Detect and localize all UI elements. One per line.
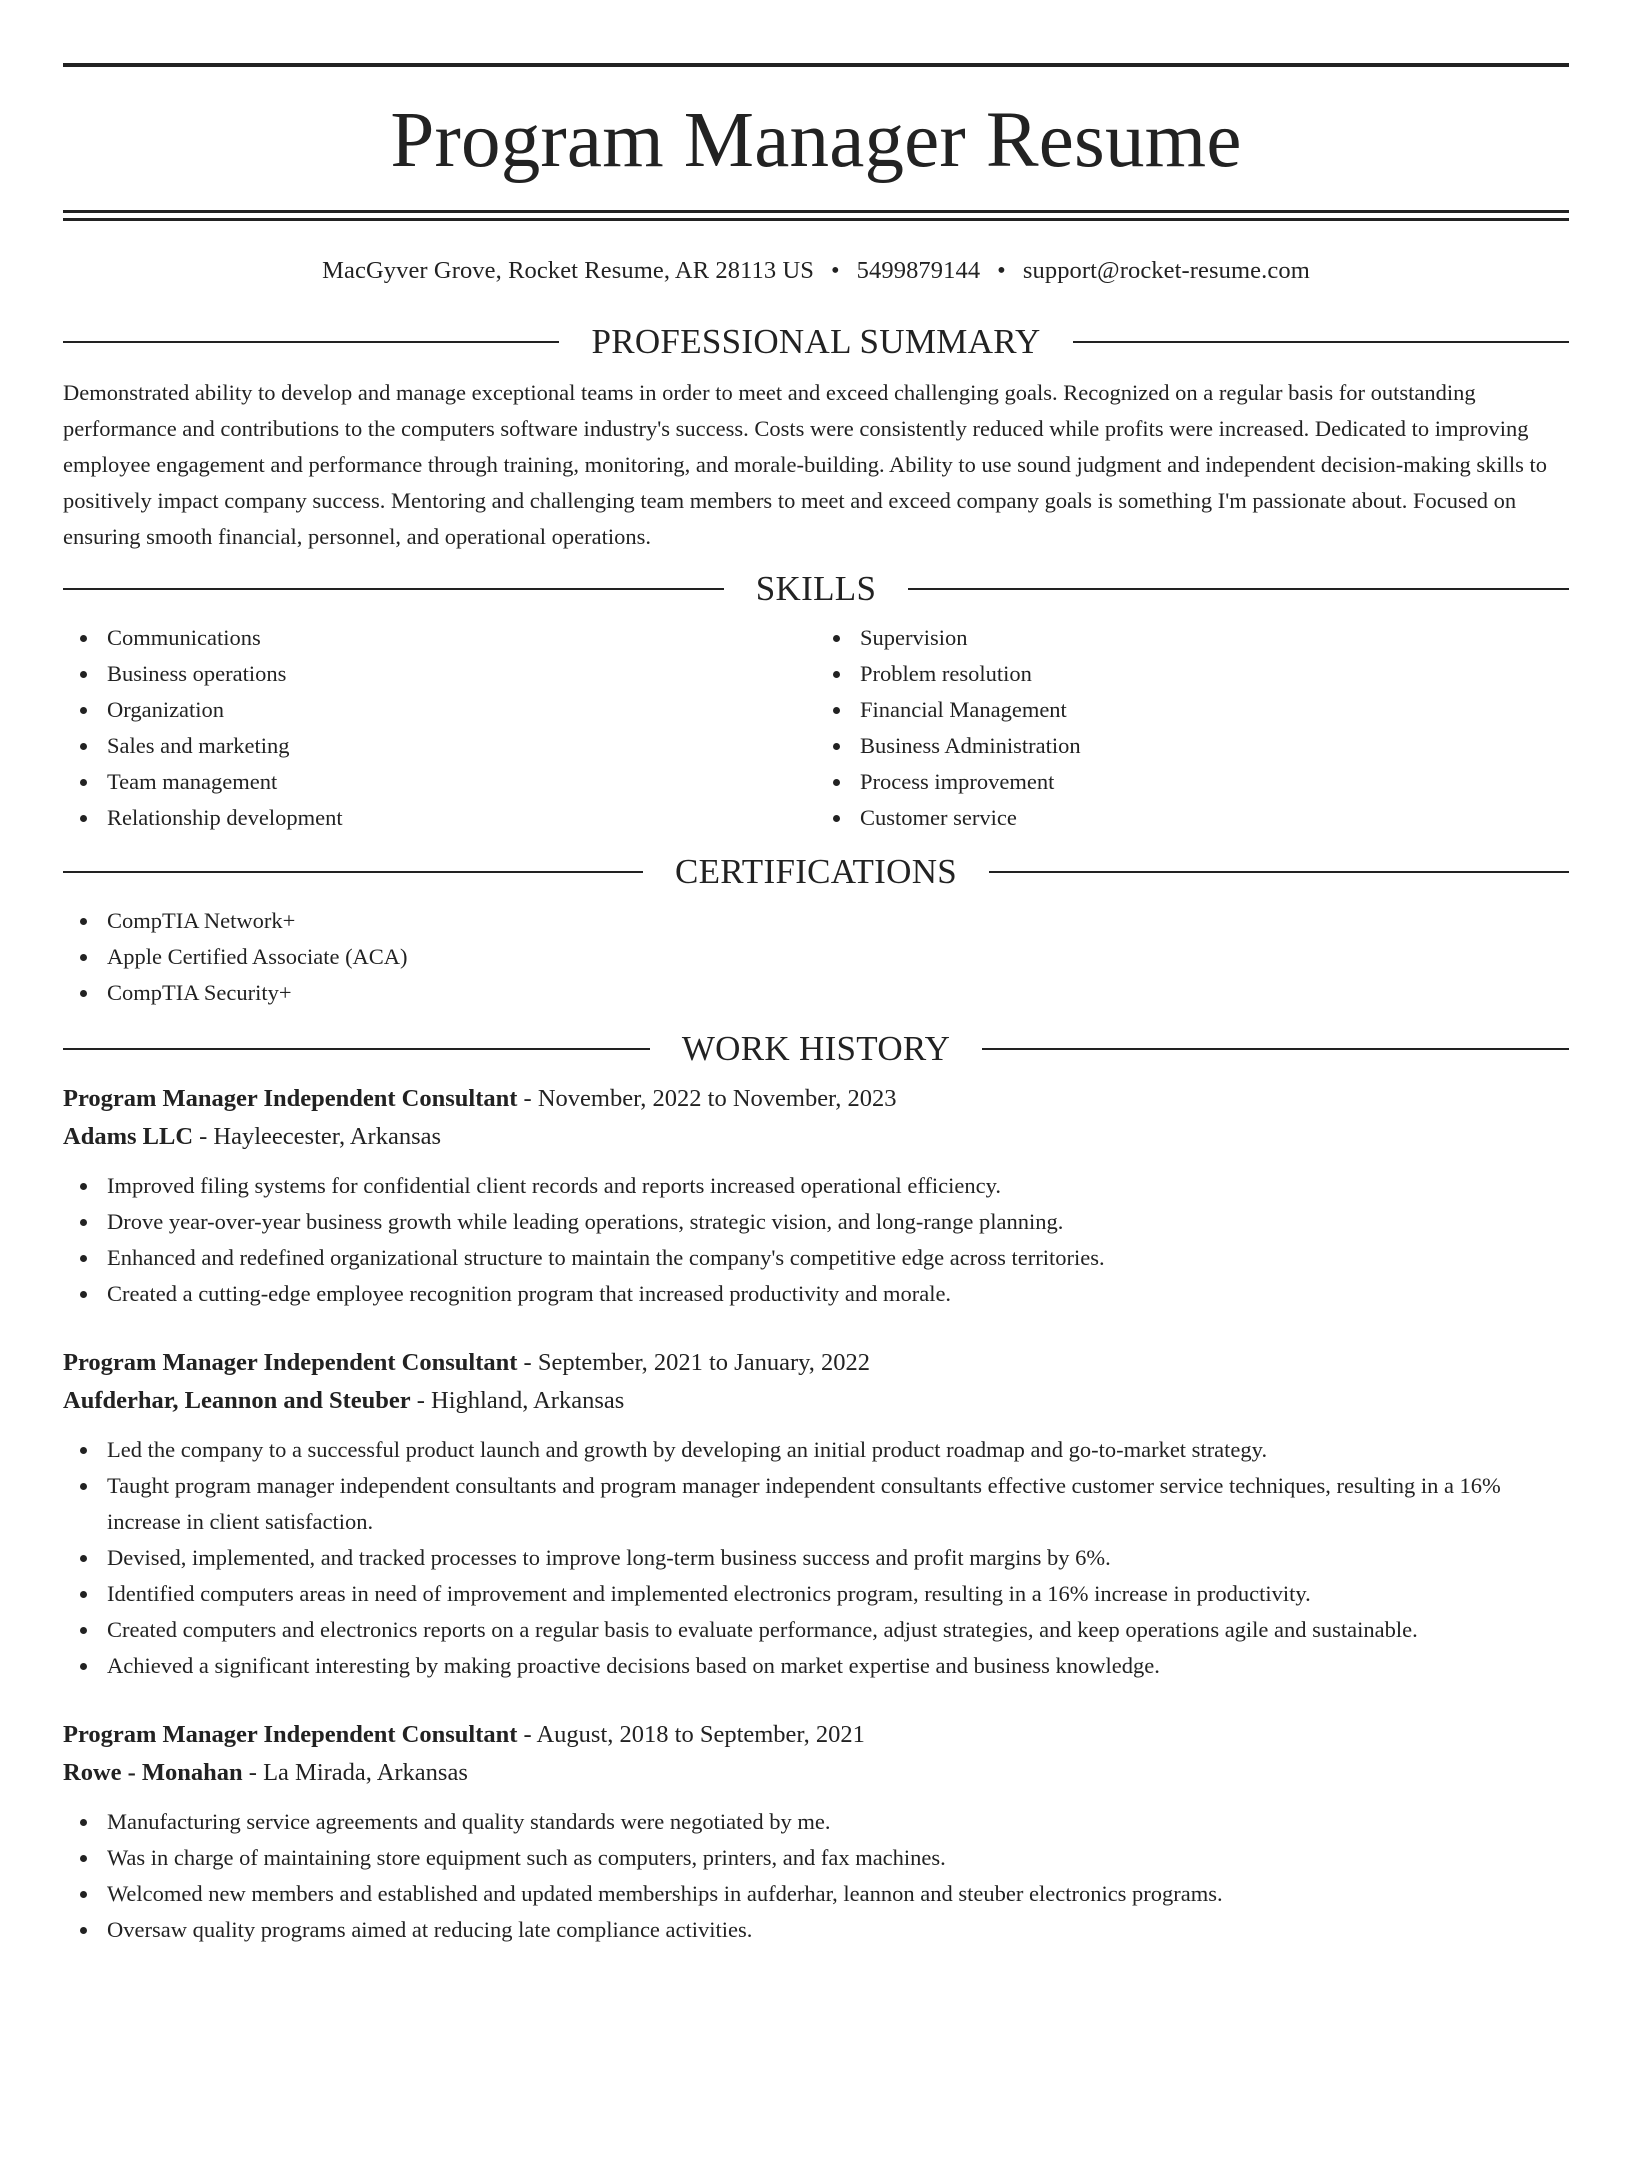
summary-heading: PROFESSIONAL SUMMARY [591,322,1041,361]
skills-columns [63,620,1569,836]
resume-page [0,63,1632,2175]
skills-list-right [816,620,1569,836]
job-bullet: Created computers and electronics reports on a regular basis to evaluate performance, adjust strategies, and keep operations agile and sustainable. [63,1612,1569,1648]
heading-rule-right [908,588,1569,590]
skill-item: Business Administration [816,728,1569,764]
job-bullet: Was in charge of maintaining store equipment such as computers, printers, and fax machines. [63,1840,1569,1876]
heading-rule-right [989,871,1569,873]
skills-heading: SKILLS [755,569,877,608]
skill-item: Process improvement [816,764,1569,800]
job-bullet: Achieved a significant interesting by making proactive decisions based on market expertise and business knowledge. [63,1648,1569,1684]
skill-item: Customer service [816,800,1569,836]
heading-rule-left [63,871,643,873]
skill-item: Communications [63,620,816,656]
job-bullet: Manufacturing service agreements and quality standards were negotiated by me. [63,1804,1569,1840]
job-bullet: Oversaw quality programs aimed at reducing late compliance activities. [63,1912,1569,1948]
job-location: - La Mirada, Arkansas [242,1759,468,1786]
work-history-heading: WORK HISTORY [681,1029,951,1068]
contact-address: MacGyver Grove, Rocket Resume, AR 28113 US [322,257,814,284]
job-dates: - September, 2021 to January, 2022 [517,1349,871,1376]
job-bullet: Identified computers areas in need of improvement and implemented electronics program, resulting in a 16% increase in productivity. [63,1576,1569,1612]
certification-item: Apple Certified Associate (ACA) [63,939,1569,975]
job-dates: - August, 2018 to September, 2021 [517,1721,865,1748]
job-bullet-list [63,1804,1569,1948]
job-bullet-list [63,1432,1569,1684]
skill-item: Sales and marketing [63,728,816,764]
skills-section-heading [63,571,1569,606]
job-company-line [63,1754,1569,1792]
job-dates: - November, 2022 to November, 2023 [517,1085,897,1112]
job-role: Program Manager Independent Consultant [63,1721,518,1748]
heading-rule-left [63,1048,650,1050]
contact-line [63,257,1569,285]
contact-separator: • [830,257,840,284]
job-title-line [63,1344,1569,1382]
skill-item: Team management [63,764,816,800]
skill-item: Problem resolution [816,656,1569,692]
job-bullet-list [63,1168,1569,1312]
certifications-list [63,903,1569,1011]
contact-email: support@rocket-resume.com [1022,257,1310,284]
certification-item: CompTIA Security+ [63,975,1569,1011]
title-double-rule [63,210,1569,221]
job-role: Program Manager Independent Consultant [63,1085,518,1112]
job-role: Program Manager Independent Consultant [63,1349,518,1376]
summary-text: Demonstrated ability to develop and manage exceptional teams in order to meet and exceed challenging goals. Recognized on a regular basis for outstanding performance and contributions to the computers software industry's success. Costs were consistently reduced while profits were increased. Dedicated to improving employee engagement and performance through training, monitoring, and morale-building. Ability to use sound judgment and independent decision-making skills to positively impact company success. Mentoring and challenging team members to meet and exceed company goals is something I'm passionate about. Focused on ensuring smooth financial, personnel, and operational operations. [63,380,1548,549]
skills-list-left [63,620,816,836]
summary-section-heading [63,324,1569,359]
certifications-section-heading [63,854,1569,889]
job-company: Adams LLC [63,1123,194,1150]
job-bullet: Welcomed new members and established and updated memberships in aufderhar, leannon and steuber electronics programs. [63,1876,1569,1912]
job-bullet: Led the company to a successful product launch and growth by developing an initial product roadmap and go-to-market strategy. [63,1432,1569,1468]
job-entry [63,1344,1569,1684]
job-entry [63,1080,1569,1312]
job-company-line [63,1118,1569,1156]
job-company: Aufderhar, Leannon and Steuber [63,1387,411,1414]
contact-phone: 5499879144 [856,257,981,284]
job-title-line [63,1080,1569,1118]
job-entry [63,1716,1569,1948]
job-bullet: Taught program manager independent consultants and program manager independent consultants effective customer service techniques, resulting in a 16% increase in client satisfaction. [63,1468,1569,1540]
skill-item: Organization [63,692,816,728]
job-bullet: Improved filing systems for confidential client records and reports increased operational efficiency. [63,1168,1569,1204]
work-history-section-heading [63,1031,1569,1066]
heading-rule-right [1073,341,1569,343]
skill-item: Relationship development [63,800,816,836]
job-bullet: Enhanced and redefined organizational structure to maintain the company's competitive edge across territories. [63,1240,1569,1276]
job-title-line [63,1716,1569,1754]
job-location: - Hayleecester, Arkansas [193,1123,442,1150]
job-bullet: Devised, implemented, and tracked processes to improve long-term business success and profit margins by 6%. [63,1540,1569,1576]
certification-item: CompTIA Network+ [63,903,1569,939]
heading-rule-right [982,1048,1569,1050]
job-bullet: Created a cutting-edge employee recognition program that increased productivity and morale. [63,1276,1569,1312]
job-company: Rowe - Monahan [63,1759,243,1786]
job-location: - Highland, Arkansas [410,1387,625,1414]
skill-item: Financial Management [816,692,1569,728]
certifications-heading: CERTIFICATIONS [674,852,958,891]
contact-separator: • [997,257,1006,284]
skill-item: Supervision [816,620,1569,656]
job-company-line [63,1382,1569,1420]
heading-rule-left [63,588,724,590]
heading-rule-left [63,341,559,343]
job-bullet: Drove year-over-year business growth while leading operations, strategic vision, and long-range planning. [63,1204,1569,1240]
top-rule [63,63,1569,67]
skill-item: Business operations [63,656,816,692]
page-title: Program Manager Resume [390,97,1242,184]
